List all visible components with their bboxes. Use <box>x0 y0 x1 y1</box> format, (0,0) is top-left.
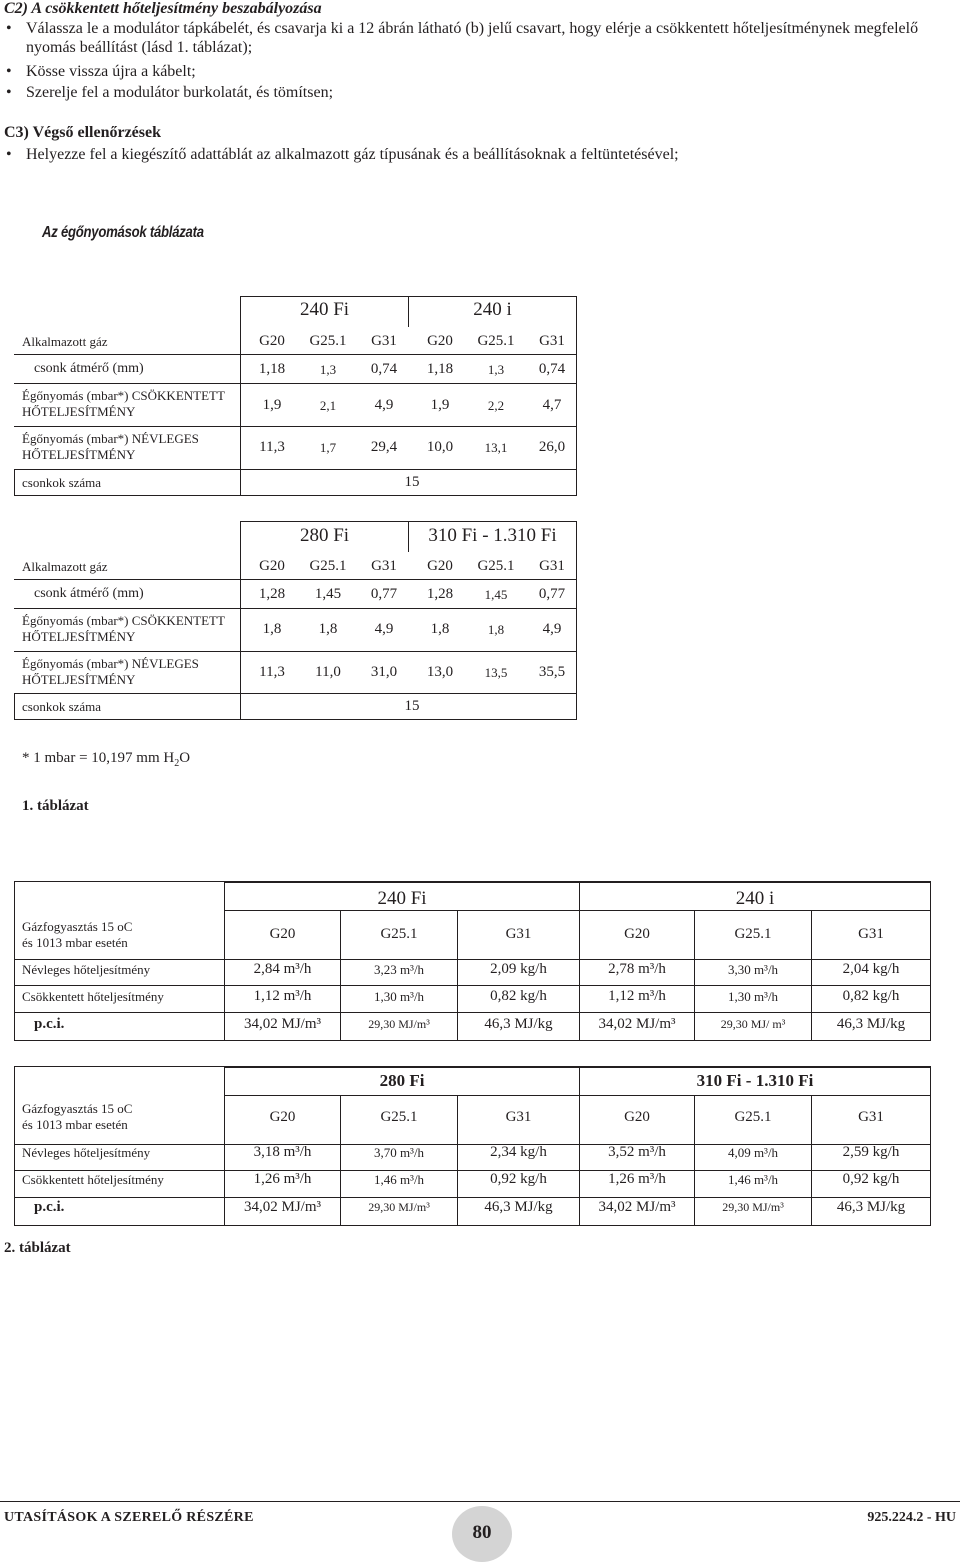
table1b-reduced-4: 1,8 <box>430 621 450 637</box>
table2b-nominal-label: Névleges hőteljesítmény <box>22 1145 151 1160</box>
table1a-nozzle-4: 1,18 <box>426 361 454 377</box>
table1a-nominal-6: 26,0 <box>538 439 566 455</box>
table1a-gas-label: Alkalmazott gáz <box>22 334 108 349</box>
table2b-gas-5: G25.1 <box>734 1109 772 1125</box>
table2a-header-1: 240 Fi <box>377 888 427 909</box>
table1b-count-label: csonkok száma <box>22 699 102 714</box>
table1a-nominal-1: 11,3 <box>259 439 285 455</box>
table2a-gas-2: G25.1 <box>380 926 418 942</box>
table2-caption: 2. táblázat <box>4 1240 71 1256</box>
table2b-header-1: 280 Fi <box>379 1071 425 1090</box>
table1b-nozzle-5: 1,45 <box>484 587 508 602</box>
table1a-nominal-label: Égőnyomás (mbar*) NÉVLEGES HŐTELJESÍTMÉNY <box>22 431 199 462</box>
table2b-pci-3: 46,3 MJ/kg <box>484 1199 553 1215</box>
c2-bullet-2-text: Kösse vissza újra a kábelt; <box>26 63 196 80</box>
table2a-reduced-3: 0,82 kg/h <box>490 988 547 1004</box>
table2a-nominal-5: 3,30 m³/h <box>727 962 779 977</box>
table2a-gas-4: G20 <box>624 926 650 942</box>
table1b-nozzle-2: 1,45 <box>314 586 342 602</box>
table1a-reduced-3: 4,9 <box>374 397 394 413</box>
table1b-nozzle-6: 0,77 <box>538 586 566 602</box>
table1a-reduced-1: 1,9 <box>262 397 282 413</box>
c2-bullet-1-text: Válassza le a modulátor tápkábelét, és csavarja ki a 12 ábrán látható (b) jelű csavart, hogy elérje a csökkentett hőteljesítménynek megfelelő nyomás beállítást (lásd 1. táblázat); <box>26 20 919 56</box>
page-number: 80 <box>472 1522 492 1543</box>
table2b-reduced-5: 1,46 m³/h <box>727 1172 779 1187</box>
table2a-gas-3: G31 <box>505 926 532 942</box>
table1a-reduced-label: Égőnyomás (mbar*) CSÖKKENTETT HŐTELJESÍTMÉNY <box>22 388 225 419</box>
table2b-nominal-3: 2,34 kg/h <box>490 1144 547 1160</box>
table2b-nominal-4: 3,52 m³/h <box>608 1144 666 1160</box>
table1a-nozzle-2: 1,3 <box>319 362 337 377</box>
table1b-reduced-5: 1,8 <box>487 622 505 637</box>
unit-footnote-suffix: O <box>179 750 191 766</box>
table1a-reduced-4: 1,9 <box>430 397 450 413</box>
table1a-gas-6: G31 <box>539 333 565 349</box>
table2b-cons-line1: Gázfogyasztás 15 oC <box>22 1101 133 1116</box>
table2a-cons-line2: és 1013 mbar esetén <box>22 935 128 950</box>
table2b-pci-1: 34,02 MJ/m³ <box>243 1199 321 1215</box>
table2b-nominal-6: 2,59 kg/h <box>842 1144 900 1160</box>
footer-right-text: 925.224.2 - HU <box>867 1510 956 1525</box>
table1b-nozzle-3: 0,77 <box>370 586 398 602</box>
table1b-reduced-2: 1,8 <box>318 621 338 637</box>
table2b-gas-6: G31 <box>858 1109 884 1125</box>
table1a-nozzle-1: 1,18 <box>258 361 286 377</box>
bullet-icon: • <box>6 146 12 163</box>
table2b-reduced-6: 0,92 kg/h <box>842 1171 900 1187</box>
table2b-reduced-1: 1,26 m³/h <box>253 1171 312 1187</box>
table2a-nominal-label: Névleges hőteljesítmény <box>22 962 151 977</box>
table1a-nominal-4: 10,0 <box>426 439 454 455</box>
table1b-nozzle-1: 1,28 <box>258 586 286 602</box>
table1a-nozzle-3: 0,74 <box>370 361 398 377</box>
section-c3-title-text: C3) Végső ellenőrzések <box>4 124 161 141</box>
table1b-nominal-6: 35,5 <box>538 664 566 680</box>
table2b-nominal-5: 4,09 m³/h <box>727 1145 779 1160</box>
table1b-nominal-2: 11,0 <box>315 664 341 680</box>
table1b-nozzle-label: csonk átmérő (mm) <box>34 586 144 601</box>
table2a-reduced-2: 1,30 m³/h <box>373 989 425 1004</box>
unit-footnote-sub: 2 <box>174 758 180 769</box>
table1b-gas-1: G20 <box>259 558 285 574</box>
table1a-gas-4: G20 <box>427 333 453 349</box>
table1a-gas-5: G25.1 <box>477 333 515 349</box>
table2b-pci-5: 29,30 MJ/m³ <box>722 1200 784 1214</box>
c2-bullet-3 <box>6 83 956 102</box>
bullet-icon: • <box>6 84 12 101</box>
table2b-reduced-label: Csökkentett hőteljesítmény <box>22 1172 164 1187</box>
table1b-gas-6: G31 <box>539 558 565 574</box>
table2a-gas-1: G20 <box>269 926 296 942</box>
bullet-icon: • <box>6 20 12 37</box>
table2a-cons-line1: Gázfogyasztás 15 oC <box>22 919 133 934</box>
table1a-reduced-5: 2,2 <box>487 398 505 413</box>
c2-bullet-2 <box>6 62 956 81</box>
table1-caption: 1. táblázat <box>22 798 89 814</box>
footer-left-text: UTASÍTÁSOK A SZERELŐ RÉSZÉRE <box>4 1510 254 1525</box>
section-c3-title <box>4 124 161 142</box>
table2a-reduced-5: 1,30 m³/h <box>727 989 779 1004</box>
c3-bullet-1 <box>6 145 956 164</box>
table2a-pci-3: 46,3 MJ/kg <box>484 1016 553 1032</box>
table1b-header-1: 280 Fi <box>299 525 350 546</box>
table2b-pci-4: 34,02 MJ/m³ <box>598 1199 676 1215</box>
unit-footnote-prefix: * 1 mbar = 10,197 mm H <box>22 750 175 766</box>
table1a-nozzle-label: csonk átmérő (mm) <box>34 361 144 376</box>
table2a-nominal-2: 3,23 m³/h <box>373 962 425 977</box>
table2a-header-2: 240 i <box>735 888 775 909</box>
table1a-header-1: 240 Fi <box>299 299 350 320</box>
table2b-reduced-3: 0,92 kg/h <box>490 1171 547 1187</box>
table1b-gas-2: G25.1 <box>309 558 347 574</box>
unit-footnote <box>22 750 190 769</box>
table2b-reduced-4: 1,26 m³/h <box>608 1171 666 1187</box>
footer-rule <box>0 1501 960 1502</box>
table1a-nozzle-6: 0,74 <box>538 361 566 377</box>
table2a-reduced-label: Csökkentett hőteljesítmény <box>22 989 164 1004</box>
table1a-nominal-3: 29,4 <box>370 439 398 455</box>
table2a-gas-6: G31 <box>858 926 884 942</box>
table2a-nominal-6: 2,04 kg/h <box>842 961 900 977</box>
c2-bullet-3-text: Szerelje fel a modulátor burkolatát, és tömítsen; <box>26 84 334 101</box>
table1a-reduced-2: 2,1 <box>319 398 337 413</box>
table2a-gas-5: G25.1 <box>734 926 772 942</box>
table2a-nominal-1: 2,84 m³/h <box>253 961 312 977</box>
table1b-reduced-3: 4,9 <box>374 621 394 637</box>
c2-bullet-1 <box>6 19 956 57</box>
table2a-pci-1: 34,02 MJ/m³ <box>243 1016 321 1032</box>
table1b-gas-4: G20 <box>427 558 453 574</box>
table1b-reduced-6: 4,9 <box>542 621 562 637</box>
table1b-reduced-1: 1,8 <box>262 621 282 637</box>
table2b-pci-2: 29,30 MJ/m³ <box>368 1200 430 1214</box>
table1a-gas-3: G31 <box>371 333 397 349</box>
table2b-gas-3: G31 <box>505 1109 532 1125</box>
table1b-nozzle-4: 1,28 <box>426 586 454 602</box>
table1b-nominal-5: 13,5 <box>484 665 508 680</box>
table2a-pci-5: 29,30 MJ/ m³ <box>720 1017 786 1031</box>
table1b-header-2: 310 Fi - 1.310 Fi <box>428 525 557 546</box>
table2b-reduced-2: 1,46 m³/h <box>373 1172 425 1187</box>
table1a-header-2: 240 i <box>473 299 512 320</box>
table2a-pci-2: 29,30 MJ/m³ <box>368 1017 430 1031</box>
table1a-gas-1: G20 <box>259 333 285 349</box>
table2a-pci-6: 46,3 MJ/kg <box>836 1016 906 1032</box>
burner-pressure-table-title: Az égőnyomások táblázata <box>42 224 204 241</box>
table1b-nominal-label: Égőnyomás (mbar*) NÉVLEGES HŐTELJESÍTMÉNY <box>22 656 199 687</box>
table1a-nozzle-5: 1,3 <box>487 362 505 377</box>
c3-bullet-1-text: Helyezze fel a kiegészítő adattáblát az alkalmazott gáz típusának és a beállításoknak a feltüntetésével; <box>26 146 679 163</box>
table2a-reduced-1: 1,12 m³/h <box>253 988 312 1004</box>
table1a-reduced-6: 4,7 <box>542 397 562 413</box>
table1a-count-label: csonkok száma <box>22 475 102 490</box>
table1b-gas-5: G25.1 <box>477 558 515 574</box>
table1a-nominal-2: 1,7 <box>319 440 337 455</box>
table2a-reduced-6: 0,82 kg/h <box>842 988 900 1004</box>
table1b-nominal-1: 11,3 <box>259 664 285 680</box>
table2a-pci-4: 34,02 MJ/m³ <box>598 1016 676 1032</box>
table1a-gas-2: G25.1 <box>309 333 347 349</box>
table2b-header-2: 310 Fi - 1.310 Fi <box>696 1071 814 1090</box>
table1b-reduced-label: Égőnyomás (mbar*) CSÖKKENTETT HŐTELJESÍTMÉNY <box>22 613 225 644</box>
table2b-gas-1: G20 <box>269 1109 296 1125</box>
table2a-nominal-3: 2,09 kg/h <box>490 961 547 977</box>
table2a-reduced-4: 1,12 m³/h <box>608 988 666 1004</box>
table2a-nominal-4: 2,78 m³/h <box>608 961 666 977</box>
table2a-pci-label: p.c.i. <box>34 1016 65 1032</box>
table1b-nominal-3: 31,0 <box>370 664 398 680</box>
table2b-gas-2: G25.1 <box>380 1109 418 1125</box>
table2b-nominal-2: 3,70 m³/h <box>373 1145 425 1160</box>
table1b-gas-label: Alkalmazott gáz <box>22 559 108 574</box>
table2b-nominal-1: 3,18 m³/h <box>253 1144 312 1160</box>
table1b-gas-3: G31 <box>371 558 397 574</box>
table1a-nominal-5: 13,1 <box>484 440 508 455</box>
table1a-count-value: 15 <box>404 474 420 490</box>
section-c2-title: C2) A csökkentett hőteljesítmény beszabályozása <box>4 0 322 17</box>
table2b-gas-4: G20 <box>624 1109 650 1125</box>
table2b-cons-line2: és 1013 mbar esetén <box>22 1117 128 1132</box>
bullet-icon: • <box>6 63 12 80</box>
table2b-pci-6: 46,3 MJ/kg <box>836 1199 906 1215</box>
table1b-count-value: 15 <box>404 698 420 714</box>
table1b-nominal-4: 13,0 <box>426 664 454 680</box>
table2b-pci-label: p.c.i. <box>34 1199 65 1215</box>
